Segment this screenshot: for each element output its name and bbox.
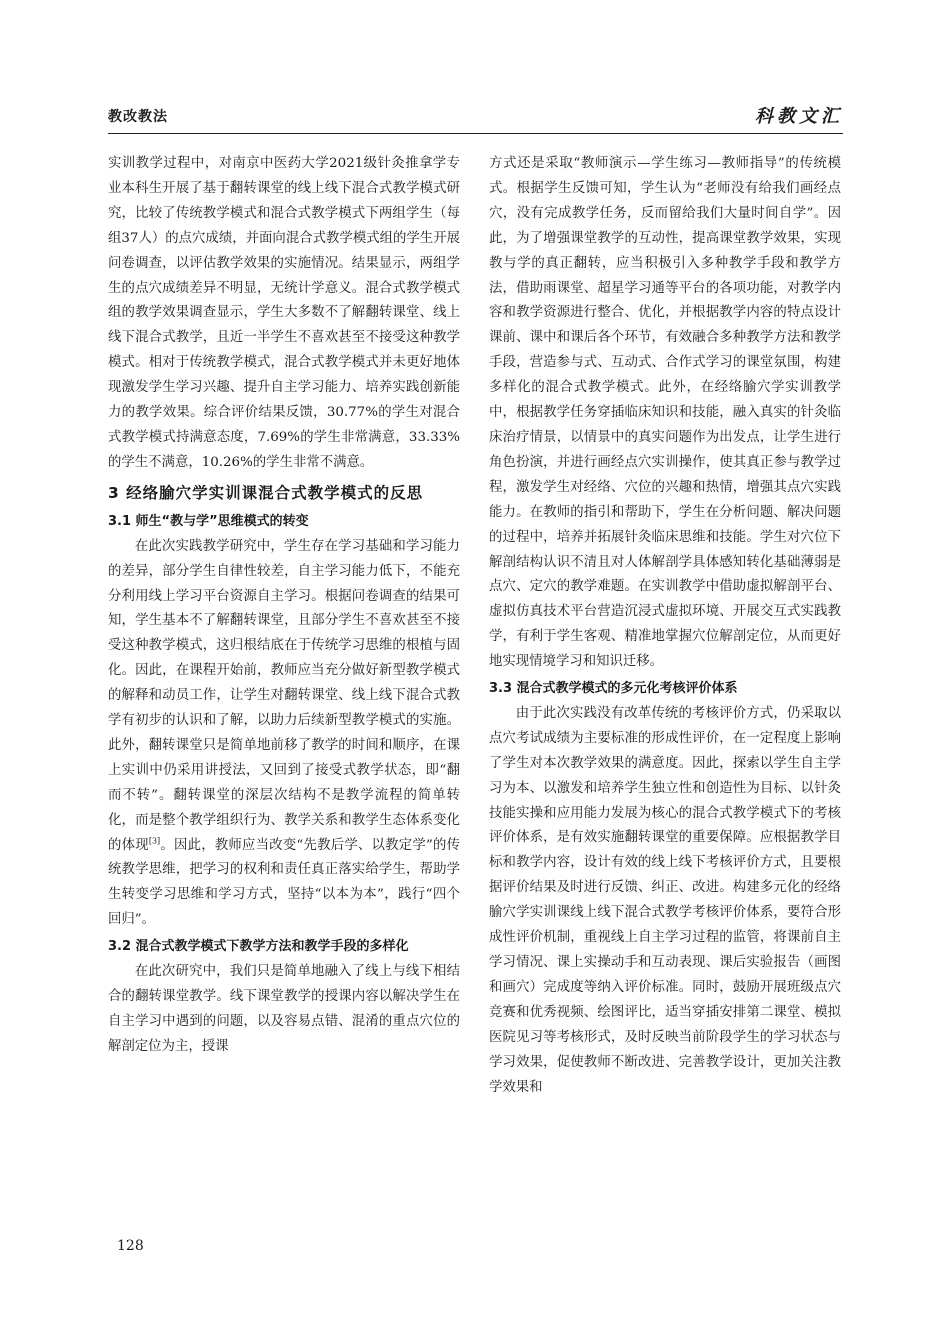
journal-logo: 科教文汇 bbox=[755, 106, 843, 127]
intro-paragraph: 实训教学过程中，对南京中医药大学2021级针灸推拿学专业本科生开展了基于翻转课堂的线上线下混合式教学模式研究，比较了传统教学模式和混合式教学模式下两组学生（每组37人）的点穴成绩，并面向混合式教学模式组的学生开展问卷调查，以评估教学效果的实施情况。结果显示，两组学生的点穴成绩差异不明显，无统计学意义。混合式教学模式组的教学效果调查显示，学生大多数不了解翻转课堂、线上线下混合式教学，且近一半学生不喜欢甚至不接受这种教学模式。相对于传统教学模式，混合式教学模式并未更好地体现激发学生学习兴趣、提升自主学习能力、培养实践创新能力的教学效果。综合评价结果反馈，30.77%的学生对混合式教学模式持满意态度，7.69%的学生非常满意，33.33%的学生不满意，10.26%的学生非常不满意。 bbox=[108, 156, 460, 470]
section-3-2-heading: 3.2 混合式教学模式下教学方法和教学手段的多样化 bbox=[108, 939, 409, 955]
section-3-1-heading: 3.1 师生“教与学”思维模式的转变 bbox=[108, 513, 309, 529]
section-3-3-paragraph: 由于此次实践没有改革传统的考核评价方式，仍采取以点穴考试成绩为主要标准的形成性评价，在一定程度上影响了学生对本次教学效果的满意度。因此，探索以学生自主学习为本、以激发和培养学生独立性和创造性为目标、以针灸技能实操和应用能力发展为核心的混合式教学模式下的考核评价体系，是有效实施翻转课堂的重要保障。应根据教学目标和教学内容，设计有效的线上线下考核评价方式，且要根据评价结果及时进行反馈、纠正、改进。构建多元化的经络腧穴学实训课线上线下混合式教学考核评价体系，要符合形成性评价机制，重视线上自主学习过程的监管，将课前自主学习情况、课上实操动手和互动表现、课后实验报告（画图和画穴）完成度等纳入评价标准。同时，鼓励开展班级点穴竞赛和优秀视频、绘图评比，适当穿插安排第二课堂、模拟医院见习等考核形式，及时反映当前阶段学生的学习状态与学习效果，促使教师不断改进、完善教学设计，更加关注教学效果和 bbox=[489, 705, 841, 1095]
section-3-2-paragraph-start: 在此次研究中，我们只是简单地融入了线上与线下相结合的翻转课堂教学。线下课堂教学的授课内容以解决学生在自主学习中遇到的问题，以及容易点错、混淆的重点穴位的解剖定位为主，授课 bbox=[108, 964, 460, 1054]
section-3-1-text-a: 在此次实践教学研究中，学生存在学习基础和学习能力的差异，部分学生自律性较差，自主学习能力低下，不能充分利用线上学习平台资源自主学习。根据问卷调查的结果可知，学生基本不了解翻转课堂，且部分学生不喜欢甚至不接受这种教学模式，这归根结底在于传统学习思维的根植与固化。因此，在课程开始前，教师应当充分做好新型教学模式的解释和动员工作，让学生对翻转课堂、线上线下混合式教学有初步的认识和了解，以助力后续新型教学模式的实施。此外，翻转课堂只是简单地前移了教学的时间和顺序，在课上实训中仍采用讲授法，又回到了接受式教学状态，即“翻而不转”。翻转课堂的深层次结构不是教学流程的简单转化，而是整个教学组织行为、教学关系和教学生态体系变化的体现 bbox=[108, 538, 460, 853]
left-column bbox=[108, 152, 460, 1237]
section-3-heading: 3 经络腧穴学实训课混合式教学模式的反思 bbox=[108, 483, 424, 502]
right-column bbox=[489, 152, 841, 1237]
section-3-1-text-b: 。因此，教师应当改变“先教后学、以教定学”的传统教学思维，把学习的权利和责任真正落实给学生，帮助学生转变学习思维和学习方式，坚持“以本为本”，践行“四个回归”。 bbox=[108, 837, 460, 928]
page-number: 128 bbox=[117, 1238, 144, 1254]
section-label: 教改教法 bbox=[108, 109, 168, 125]
section-3-3-heading: 3.3 混合式教学模式的多元化考核评价体系 bbox=[489, 681, 738, 697]
section-3-1-paragraph bbox=[108, 535, 460, 934]
citation-3: [3] bbox=[148, 836, 161, 846]
header-rule bbox=[108, 133, 843, 134]
section-3-2-paragraph-cont: 方式还是采取“教师演示—学生练习—教师指导”的传统模式。根据学生反馈可知，学生认为“老师没有给我们画经点穴，没有完成教学任务，反而留给我们大量时间自学”。因此，为了增强课堂教学的互动性，提高课堂教学效果，实现教与学的真正翻转，应当积极引入多种教学手段和教学方法，借助雨课堂、超星学习通等平台的各项功能，对教学内容和教学资源进行整合、优化，并根据教学内容的特点设计课前、课中和课后各个环节，有效融合多种教学方法和教学手段，营造参与式、互动式、合作式学习的课堂氛围，构建多样化的混合式教学模式。此外，在经络腧穴学实训教学中，根据教学任务穿插临床知识和技能，融入真实的针灸临床治疗情景，以情景中的真实问题作为出发点，让学生进行角色扮演，并进行画经点穴实训操作，使其真正参与教学过程，激发学生对经络、穴位的兴趣和热情，增强其点穴实践能力。在教师的指引和帮助下，学生在分析问题、解决问题的过程中，培养并拓展针灸临床思维和技能。学生对穴位下解剖结构认识不清且对人体解剖学具体感知转化基础薄弱是点穴、定穴的教学难题。在实训教学中借助虚拟解剖平台、虚拟仿真技术平台营造沉浸式虚拟环境、开展交互式实践教学，有利于学生客观、精准地掌握穴位解剖定位，从而更好地实现情境学习和知识迁移。 bbox=[489, 156, 841, 670]
running-header bbox=[108, 106, 843, 130]
